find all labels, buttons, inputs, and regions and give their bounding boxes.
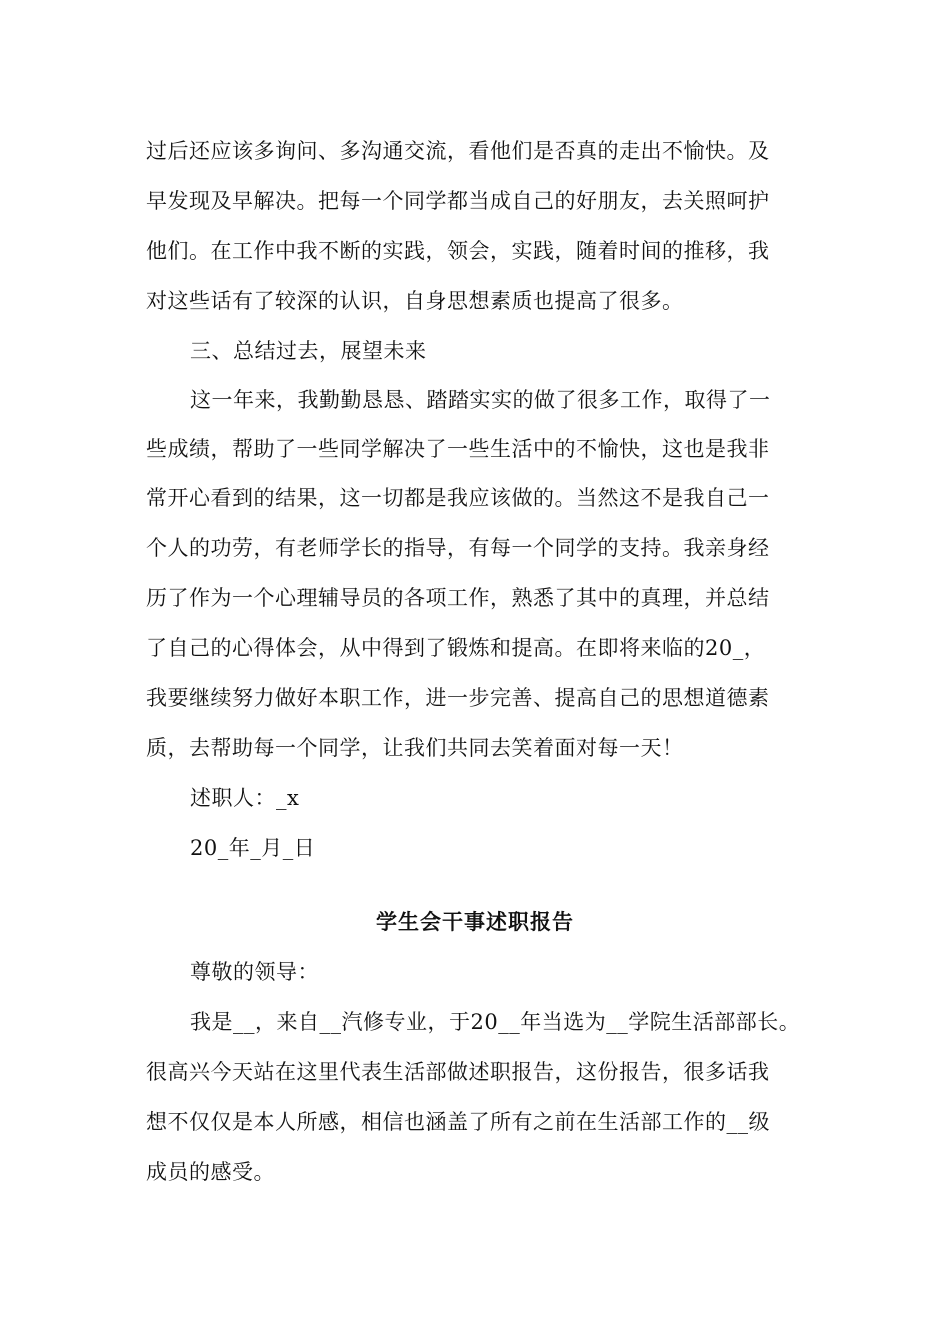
reporter-signature: 述职人：_x [190,786,300,810]
section-heading: 三、总结过去，展望未来 [190,339,427,363]
paragraph-line: 些成绩，帮助了一些同学解决了一些生活中的不愉快，这也是我非 [146,437,770,461]
paragraph-line: 我是__，来自__汽修专业，于20__年当选为__学院生活部部长。 [190,1010,801,1034]
paragraph-line: 质，去帮助每一个同学，让我们共同去笑着面对每一天！ [146,736,684,760]
paragraph-line: 早发现及早解决。把每一个同学都当成自己的好朋友，去关照呵护 [146,189,770,213]
document-title: 学生会干事述职报告 [376,909,574,934]
paragraph-line: 了自己的心得体会，从中得到了锻炼和提高。在即将来临的20_， [146,636,766,660]
paragraph-line: 成员的感受。 [146,1160,275,1184]
paragraph-line: 常开心看到的结果，这一切都是我应该做的。当然这不是我自己一 [146,486,770,510]
greeting: 尊敬的领导： [190,960,319,984]
paragraph-line: 历了作为一个心理辅导员的各项工作，熟悉了其中的真理，并总结 [146,586,770,610]
paragraph-line: 个人的功劳，有老师学长的指导，有每一个同学的支持。我亲身经 [146,536,770,560]
paragraph-line: 过后还应该多询问、多沟通交流，看他们是否真的走出不愉快。及 [146,139,770,163]
paragraph-line: 很高兴今天站在这里代表生活部做述职报告，这份报告，很多话我 [146,1060,770,1084]
paragraph-line: 想不仅仅是本人所感，相信也涵盖了所有之前在生活部工作的__级 [146,1110,770,1134]
paragraph-line: 对这些话有了较深的认识，自身思想素质也提高了很多。 [146,289,684,313]
paragraph-line: 我要继续努力做好本职工作，进一步完善、提高自己的思想道德素 [146,686,770,710]
paragraph-line: 这一年来，我勤勤恳恳、踏踏实实的做了很多工作，取得了一 [190,388,771,412]
report-date: 20_年_月_日 [190,836,316,860]
paragraph-line: 他们。在工作中我不断的实践，领会，实践，随着时间的推移，我 [146,239,770,263]
